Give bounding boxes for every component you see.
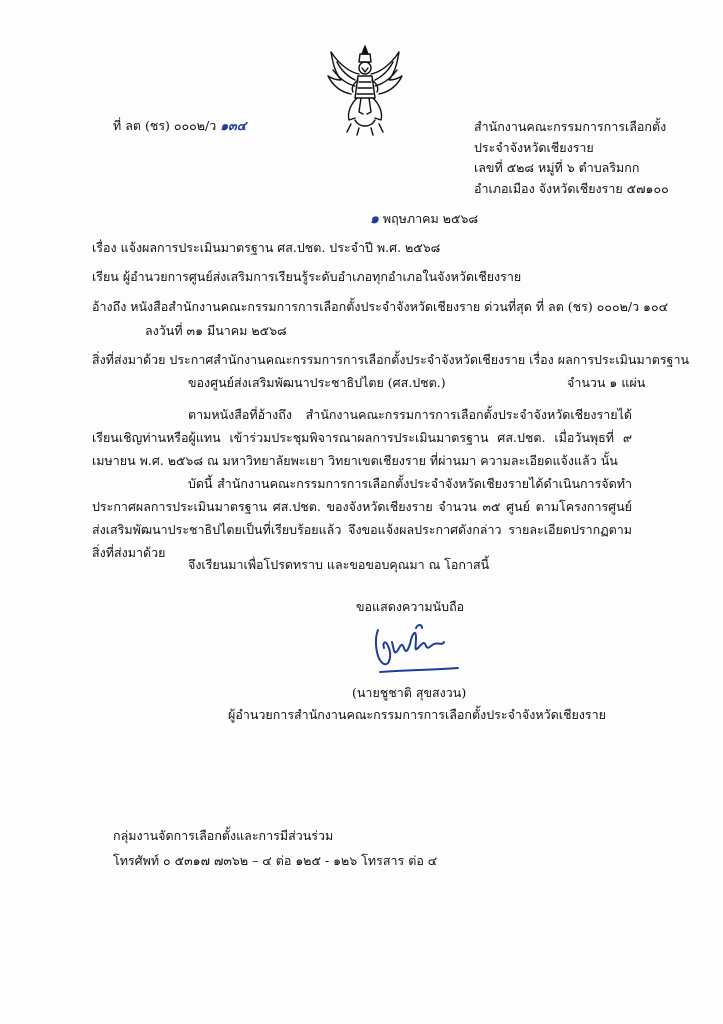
enclosure-continuation: ของศูนย์ส่งเสริมพัฒนาประชาธิปไตย (ศส.ปชต.)	[188, 375, 446, 390]
sender-line: เลขที่ ๕๒๘ หมู่ที่ ๖ ตำบลริมกก	[474, 160, 640, 175]
sender-address	[474, 117, 669, 199]
subject-line: เรื่อง แจ้งผลการประเมินมาตรฐาน ศส.ปชต. ประจำปี พ.ศ. ๒๕๖๘	[92, 240, 441, 255]
reference-line: อ้างถึง หนังสือสำนักงานคณะกรรมการการเลือกตั้งประจำจังหวัดเชียงราย ด่วนที่สุด ที่ ลต (ชร) ๐๐๐๒/ว ๑๐๔	[92, 299, 669, 314]
contact-phone: โทรศัพท์ ๐ ๕๓๑๗ ๗๓๖๒ – ๔ ต่อ ๑๒๕ - ๑๒๖ โทรสาร ต่อ ๔	[113, 853, 438, 868]
body-paragraph-1: ตามหนังสือที่อ้างถึง สำนักงานคณะกรรมการการเลือกตั้งประจำจังหวัดเชียงรายได้เรียนเชิญท่านหรือผู้แทน เข้าร่วมประชุมพิจารณาผลการประเมินมาตรฐาน ศส.ปชต. เมื่อวันพุธที่ ๙ เมษายน พ.ศ. ๒๕๖๘ ณ มหาวิทยาลัยพะเยา วิทยาเขตเชียงราย ที่ผ่านมา ความละเอียดแจ้งแล้ว นั้น	[92, 407, 632, 468]
body-paragraph-2: บัดนี้ สำนักงานคณะกรรมการการเลือกตั้งประจำจังหวัดเชียงรายได้ดำเนินการจัดทำประกาศผลการประเมินมาตรฐาน ศส.ปชต. ของจังหวัดเชียงราย จำนวน ๓๕ ศูนย์ ตามโครงการศูนย์ส่งเสริมพัฒนาประชาธิปไตยเป็นที่เรียบร้อยแล้ว จึงขอแจ้งผลประกาศดังกล่าว รายละเอียดปรากฏตามสิ่งที่ส่งมาด้วย	[92, 476, 632, 560]
document-date	[370, 210, 478, 228]
recipient-line: เรียน ผู้อำนวยการศูนย์ส่งเสริมการเรียนรู้ระดับอำเภอทุกอำเภอในจังหวัดเชียงราย	[92, 269, 522, 284]
signer-position: ผู้อำนวยการสำนักงานคณะกรรมการการเลือกตั้งประจำจังหวัดเชียงราย	[228, 707, 606, 722]
enclosure-quantity: จำนวน ๑ แผ่น	[567, 375, 646, 390]
document-number-prefix: ที่ ลต (ชร) ๐๐๐๒/ว	[113, 118, 221, 133]
reference-date-line: ลงวันที่ ๓๑ มีนาคม ๒๕๖๘	[145, 323, 287, 338]
document-number	[113, 117, 246, 135]
handwritten-signature-icon	[372, 620, 462, 678]
document-number-handwritten: ๑๓๔	[220, 118, 247, 133]
enclosure-line: สิ่งที่ส่งมาด้วย ประกาศสำนักงานคณะกรรมการการเลือกตั้งประจำจังหวัดเชียงราย เรื่อง ผลการประเมินมาตรฐาน	[92, 352, 690, 367]
garuda-emblem-icon	[325, 42, 405, 137]
date-day-handwritten: ๑	[370, 211, 379, 227]
sender-line: อำเภอเมือง จังหวัดเชียงราย ๕๗๑๐๐	[474, 180, 669, 196]
sender-line: สำนักงานคณะกรรมการการเลือกตั้ง	[474, 119, 667, 134]
department-name: กลุ่มงานจัดการเลือกตั้งและการมีส่วนร่วม	[113, 828, 334, 843]
closing-phrase: ขอแสดงความนับถือ	[356, 599, 465, 614]
signer-name: (นายชูชาติ สุขสงวน)	[352, 685, 467, 700]
body-paragraph-3: จึงเรียนมาเพื่อโปรดทราบ และขอขอบคุณมา ณ โอกาสนี้	[188, 557, 490, 572]
sender-line: ประจำจังหวัดเชียงราย	[474, 139, 594, 155]
date-month-year: พฤษภาคม ๒๕๖๘	[378, 211, 479, 226]
